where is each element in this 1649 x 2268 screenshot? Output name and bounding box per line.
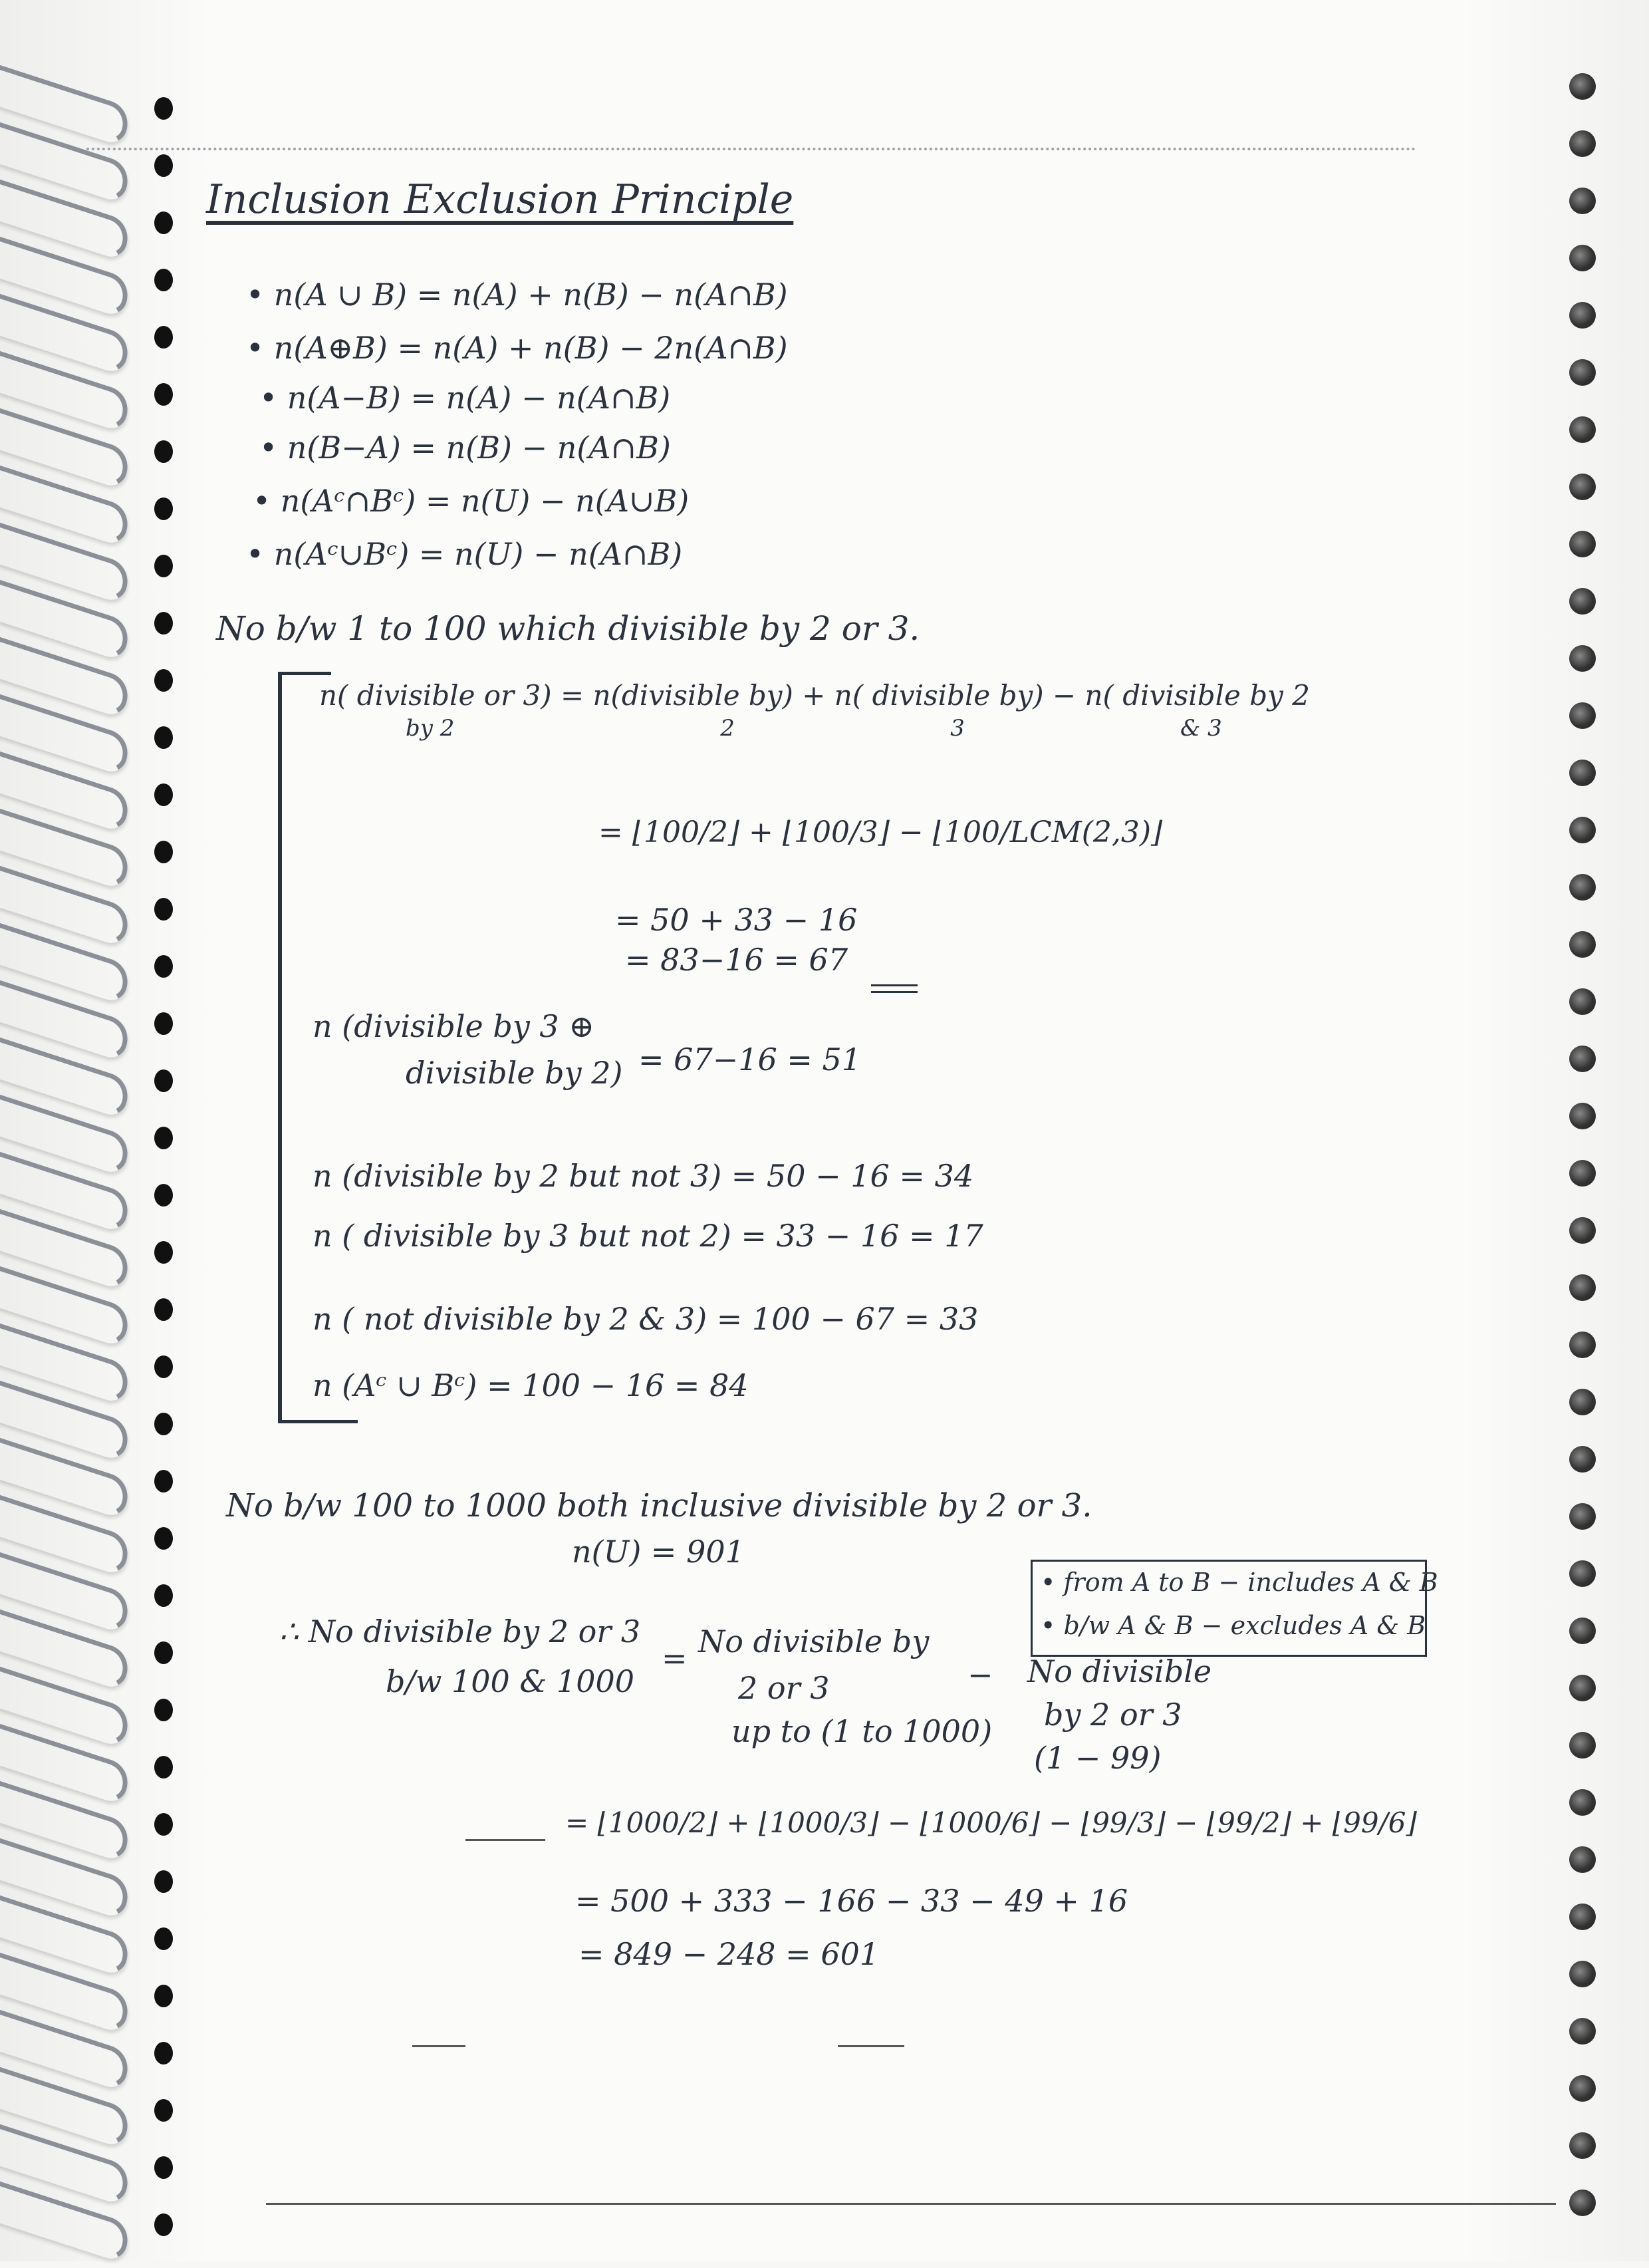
- punch-hole: [1569, 130, 1596, 157]
- spiral-ring: [0, 881, 153, 927]
- spiral-ring: [0, 1109, 153, 1156]
- pencil-mark: [412, 2045, 465, 2047]
- punch-hole: [1569, 588, 1596, 615]
- spiral-ring: [0, 1224, 153, 1270]
- spiral-ring: [0, 1567, 153, 1614]
- spiral-ring: [0, 194, 153, 241]
- spiral-ring: [0, 2082, 153, 2128]
- pencil-mark: [838, 2045, 904, 2047]
- formula-b-minus-a: • n(B−A) = n(B) − n(A∩B): [259, 430, 671, 466]
- spiral-ring: [0, 137, 153, 184]
- bracket-bottom: [278, 1420, 358, 1423]
- punch-hole: [1569, 1274, 1596, 1301]
- page-title: Inclusion Exclusion Principle: [206, 176, 794, 223]
- punch-hole: [1569, 931, 1596, 958]
- spiral-ring: [0, 2139, 153, 2186]
- top-margin-line: [86, 148, 1416, 150]
- spiral-ring: [0, 309, 153, 355]
- spiral-ring: [0, 2025, 153, 2071]
- punch-hole: [1569, 73, 1596, 100]
- punch-hole: [1569, 474, 1596, 500]
- spiral-ring: [0, 480, 153, 527]
- formula-symmetric-difference: • n(A⊕B) = n(A) + n(B) − 2n(A∩B): [246, 330, 788, 366]
- punch-hole: [1569, 1732, 1596, 1759]
- punch-hole: [1569, 1103, 1596, 1129]
- spiral-ring: [0, 595, 153, 641]
- punch-hole: [1569, 1846, 1596, 1873]
- punch-hole: [1569, 416, 1596, 443]
- spiral-ring: [0, 1967, 153, 2014]
- punch-hole: [1569, 1904, 1596, 1930]
- example2-result: = 849 − 248 = 601: [578, 1936, 880, 1972]
- example2-question: No b/w 100 to 1000 both inclusive divisible by 2 or 3.: [226, 1487, 1092, 1524]
- punch-hole: [1569, 817, 1596, 843]
- punch-hole: [1569, 359, 1596, 386]
- spiral-ring: [0, 1453, 153, 1499]
- punch-hole: [1569, 1618, 1596, 1644]
- spiral-ring: [0, 2196, 153, 2243]
- punch-hole: [1569, 874, 1596, 901]
- example2-equals: =: [662, 1640, 688, 1676]
- example1-only-2: n (divisible by 2 but not 3) = 50 − 16 = 34: [313, 1158, 974, 1194]
- spiral-ring: [0, 1853, 153, 1900]
- example2-mid-line2: 2 or 3: [738, 1670, 830, 1706]
- punch-hole: [1569, 1332, 1596, 1358]
- formula-a-minus-b: • n(A−B) = n(A) − n(A∩B): [259, 380, 671, 416]
- punch-hole: [1569, 1675, 1596, 1701]
- punch-hole: [1569, 2018, 1596, 2045]
- spiral-ring: [0, 1338, 153, 1385]
- punch-hole: [1569, 1446, 1596, 1473]
- example2-mid-line1: No divisible by: [698, 1624, 930, 1659]
- punch-hole: [1569, 2190, 1596, 2216]
- spiral-ring: [0, 1052, 153, 1099]
- spiral-ring: [0, 251, 153, 298]
- formula-complement-intersection: • n(Aᶜ∩Bᶜ) = n(U) − n(A∪B): [253, 483, 690, 519]
- spiral-ring: [0, 823, 153, 870]
- note-between: • b/w A & B − excludes A & B: [1041, 1611, 1426, 1640]
- example2-rhs-line2: by 2 or 3: [1044, 1697, 1182, 1733]
- spiral-ring: [0, 80, 153, 126]
- spiral-ring: [0, 995, 153, 1042]
- spiral-ring: [0, 709, 153, 756]
- spiral-ring: [0, 1739, 153, 1785]
- example1-floor-sum: = ⌊100/2⌋ + ⌊100/3⌋ − ⌊100/LCM(2,3)⌋: [598, 815, 1163, 849]
- spiral-ring: [0, 1796, 153, 1842]
- spiral-ring: [0, 938, 153, 984]
- punch-hole: [1569, 1217, 1596, 1244]
- result-double-underline: [871, 991, 918, 993]
- punch-hole: [1569, 2132, 1596, 2159]
- spiral-ring: [0, 652, 153, 698]
- example1-symdiff-value: = 67−16 = 51: [638, 1042, 862, 1077]
- right-punch-holes: [1569, 73, 1602, 2268]
- bottom-margin-line: [266, 2203, 1556, 2205]
- example2-lhs-line2: b/w 100 & 1000: [386, 1663, 634, 1699]
- example1-result: = 83−16 = 67: [625, 942, 848, 978]
- punch-hole: [1569, 1961, 1596, 1987]
- spiral-ring: [0, 1167, 153, 1213]
- example1-line1: n( divisible or 3) = n(divisible by) + n( divisible by) − n( divisible by 2: [319, 679, 1310, 712]
- spiral-ring: [0, 1624, 153, 1671]
- punch-hole: [1569, 188, 1596, 214]
- example2-rhs-line3: (1 − 99): [1034, 1740, 1162, 1776]
- bracket-top: [278, 672, 331, 675]
- punch-hole: [1569, 302, 1596, 329]
- example1-symdiff-b: divisible by 2): [406, 1055, 623, 1091]
- example1-symdiff-a: n (divisible by 3 ⊕: [313, 1008, 594, 1044]
- punch-hole: [1569, 2075, 1596, 2102]
- spiral-ring: [0, 366, 153, 412]
- note-from-to: • from A to B − includes A & B: [1041, 1568, 1438, 1597]
- spiral-ring: [0, 1681, 153, 1728]
- example2-rhs-line1: No divisible: [1027, 1653, 1212, 1689]
- punch-hole: [1569, 645, 1596, 672]
- spiral-ring: [0, 1910, 153, 1957]
- spiral-binding: [0, 80, 160, 2261]
- punch-hole: [1569, 531, 1596, 557]
- example1-question: No b/w 1 to 100 which divisible by 2 or 3.: [216, 609, 920, 648]
- punch-hole: [1569, 1046, 1596, 1072]
- spiral-ring: [0, 1510, 153, 1556]
- punch-hole: [1569, 245, 1596, 271]
- example1-values: = 50 + 33 − 16: [615, 902, 858, 938]
- punch-hole: [1569, 1503, 1596, 1530]
- example1-neither: n ( not divisible by 2 & 3) = 100 − 67 = 33: [313, 1301, 979, 1337]
- formula-union: • n(A ∪ B) = n(A) + n(B) − n(A∩B): [246, 277, 788, 313]
- example1-complement-union: n (Aᶜ ∪ Bᶜ) = 100 − 16 = 84: [313, 1367, 749, 1403]
- example1-only-3: n ( divisible by 3 but not 2) = 33 − 16 = 17: [313, 1218, 983, 1254]
- example2-minus: −: [967, 1657, 993, 1693]
- punch-hole: [1569, 1389, 1596, 1415]
- punch-hole: [1569, 988, 1596, 1015]
- bracket-line: [278, 672, 282, 1423]
- example2-mid-line3: up to (1 to 1000): [731, 1713, 993, 1749]
- spiral-ring: [0, 1281, 153, 1328]
- result-underline: [871, 984, 918, 986]
- punch-hole: [1569, 1560, 1596, 1587]
- pencil-mark: [465, 1839, 545, 1841]
- example2-lhs-line1: ∴ No divisible by 2 or 3: [279, 1614, 641, 1649]
- example2-floor-terms: = ⌊1000/2⌋ + ⌊1000/3⌋ − ⌊1000/6⌋ − ⌊99/3⌋ − ⌊99/2⌋ + ⌊99/6⌋: [565, 1806, 1417, 1839]
- example1-line1-sub: by 2 2 3 & 3: [406, 715, 1222, 742]
- punch-hole: [1569, 1789, 1596, 1816]
- spiral-ring: [0, 537, 153, 584]
- example2-universe: n(U) = 901: [572, 1534, 745, 1570]
- spiral-ring: [0, 423, 153, 470]
- example2-values: = 500 + 333 − 166 − 33 − 49 + 16: [575, 1883, 1128, 1919]
- spiral-ring: [0, 766, 153, 813]
- punch-hole: [1569, 1160, 1596, 1187]
- punch-hole: [1569, 760, 1596, 786]
- punch-hole: [1569, 702, 1596, 729]
- spiral-ring: [0, 1395, 153, 1442]
- formula-complement-union: • n(Aᶜ∪Bᶜ) = n(U) − n(A∩B): [246, 536, 683, 572]
